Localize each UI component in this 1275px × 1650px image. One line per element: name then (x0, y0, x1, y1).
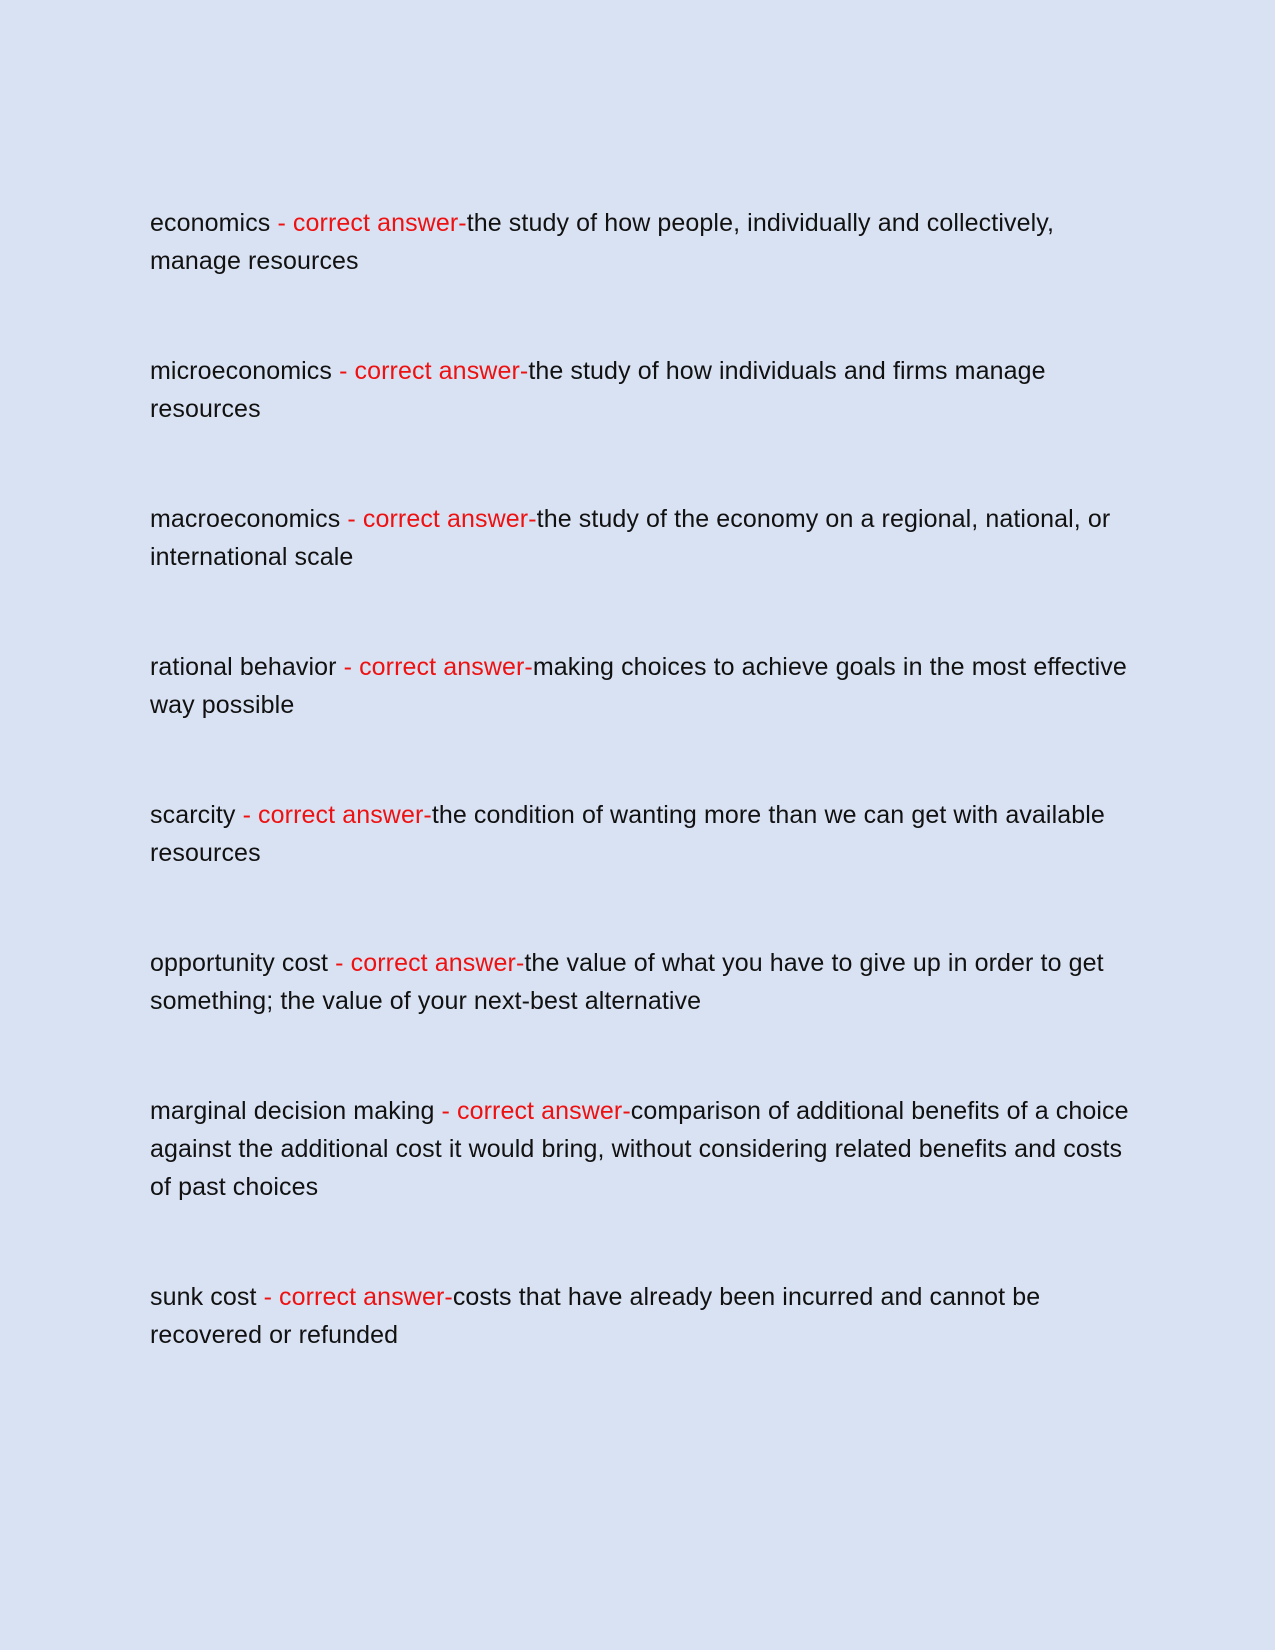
definition: costs that have already been incurred and cannot be recovered or refunded (150, 1283, 1041, 1349)
term: economics (150, 209, 271, 237)
answer-marker: - correct answer- (277, 209, 467, 237)
answer-marker: - correct answer- (347, 505, 537, 533)
answer-marker: - correct answer- (242, 801, 432, 829)
entry-scarcity (150, 796, 1135, 872)
answer-marker: - correct answer- (339, 357, 529, 385)
term: rational behavior (150, 653, 337, 681)
entry-marginal-decision-making (150, 1092, 1135, 1206)
definition: the value of what you have to give up in order to get something; the value of your next-best alternative (150, 949, 1104, 1015)
entry-rational-behavior (150, 648, 1135, 724)
term: macroeconomics (150, 505, 341, 533)
definition: making choices to achieve goals in the most effective way possible (150, 653, 1127, 719)
definition: the study of how people, individually and collectively, manage resources (150, 209, 1055, 275)
term: sunk cost (150, 1283, 257, 1311)
entry-microeconomics (150, 352, 1135, 428)
term: marginal decision making (150, 1097, 435, 1125)
definition: comparison of additional benefits of a choice against the additional cost it would bring, without considering related benefits and costs of past choices (150, 1097, 1129, 1201)
answer-marker: - correct answer- (343, 653, 533, 681)
entry-economics (150, 204, 1135, 280)
definition: the study of the economy on a regional, national, or international scale (150, 505, 1111, 571)
entry-opportunity-cost (150, 944, 1135, 1020)
term: opportunity cost (150, 949, 329, 977)
definition: the condition of wanting more than we can get with available resources (150, 801, 1105, 867)
term: microeconomics (150, 357, 333, 385)
answer-marker: - correct answer- (335, 949, 525, 977)
flashcard-document (150, 204, 1135, 1426)
answer-marker: - correct answer- (263, 1283, 453, 1311)
answer-marker: - correct answer- (441, 1097, 631, 1125)
term: scarcity (150, 801, 236, 829)
entry-macroeconomics (150, 500, 1135, 576)
entry-sunk-cost (150, 1278, 1135, 1354)
definition: the study of how individuals and firms manage resources (150, 357, 1046, 423)
